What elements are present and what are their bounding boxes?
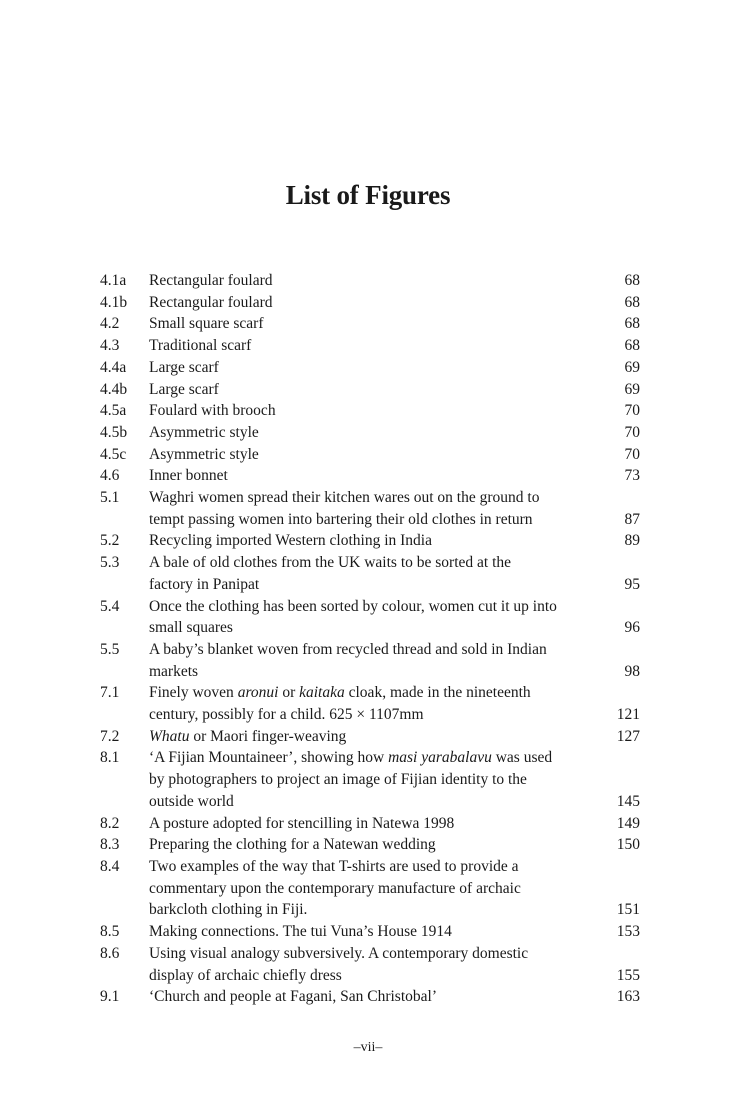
caption-text: Finely woven xyxy=(149,684,238,702)
page-number: 95 xyxy=(624,575,640,593)
figure-entry xyxy=(100,834,640,856)
figure-number: 5.4 xyxy=(100,597,120,615)
page-number: 145 xyxy=(616,792,640,810)
caption-line xyxy=(149,943,594,965)
page-number: 121 xyxy=(616,706,640,724)
caption-line xyxy=(149,596,594,618)
figure-number: 8.5 xyxy=(100,923,120,941)
page-number: 151 xyxy=(616,901,640,919)
figure-entry xyxy=(100,530,640,552)
caption-line xyxy=(149,617,594,639)
figure-caption xyxy=(149,335,594,357)
caption-text: cloak, made in the nineteenth xyxy=(344,684,531,702)
caption-line xyxy=(149,335,594,357)
page-title: List of Figures xyxy=(285,180,451,210)
figure-entry xyxy=(100,292,640,314)
caption-line xyxy=(149,270,594,292)
caption-italic-text: masi yarabalavu xyxy=(388,749,492,767)
caption-line xyxy=(149,292,594,314)
caption-text: was used xyxy=(491,749,553,767)
page-number: 70 xyxy=(624,402,640,420)
figure-entry xyxy=(100,856,640,921)
figure-entry xyxy=(100,465,640,487)
page-folio: –vii– xyxy=(353,1040,383,1055)
figure-entry xyxy=(100,596,640,639)
page-number: 68 xyxy=(624,315,640,333)
page-number: 89 xyxy=(624,532,640,550)
caption-line xyxy=(149,313,594,335)
figure-number: 4.1a xyxy=(100,272,127,289)
caption-text: markets xyxy=(149,662,199,680)
caption-text: ‘A Fijian Mountaineer’, showing how xyxy=(149,749,389,767)
figure-caption xyxy=(149,813,594,835)
figure-entry xyxy=(100,400,640,422)
caption-text: display of archaic chiefly dress xyxy=(149,966,342,984)
figure-entry xyxy=(100,986,640,1008)
caption-line xyxy=(149,726,594,748)
caption-line xyxy=(149,986,594,1008)
figure-entry xyxy=(100,921,640,943)
figure-number: 8.2 xyxy=(100,814,120,832)
figure-entry xyxy=(100,813,640,835)
figure-caption xyxy=(149,596,594,639)
caption-text: outside world xyxy=(149,792,234,810)
caption-text: by photographers to project an image of Fijian identity to the xyxy=(149,771,527,789)
caption-text: Rectangular foulard xyxy=(149,293,273,311)
figure-entry xyxy=(100,682,640,725)
figure-list xyxy=(100,270,640,1008)
caption-line xyxy=(149,400,594,422)
caption-line xyxy=(149,899,594,921)
figure-entry xyxy=(100,357,640,379)
figure-number: 4.3 xyxy=(100,337,120,355)
caption-line xyxy=(149,878,594,900)
page-number: 127 xyxy=(616,727,640,745)
figure-number: 4.4a xyxy=(100,358,127,376)
page-number: 98 xyxy=(624,662,640,680)
figure-entry xyxy=(100,444,640,466)
caption-text: A posture adopted for stencilling in Natewa 1998 xyxy=(149,814,455,832)
figure-number: 5.2 xyxy=(100,532,120,550)
caption-line xyxy=(149,465,594,487)
figure-caption xyxy=(149,747,594,812)
caption-italic-text: Whatu xyxy=(149,727,190,745)
figure-number: 8.4 xyxy=(100,857,120,875)
figure-caption xyxy=(149,834,594,856)
figure-entry xyxy=(100,422,640,444)
figure-number: 4.5c xyxy=(100,445,127,463)
page-number: 155 xyxy=(616,966,640,984)
caption-line xyxy=(149,661,594,683)
figure-caption xyxy=(149,379,594,401)
caption-text: Making connections. The tui Vuna’s House 1914 xyxy=(149,923,452,941)
caption-text: Rectangular foulard xyxy=(149,272,273,289)
page-number: 68 xyxy=(624,337,640,355)
caption-text: small squares xyxy=(149,619,233,637)
figure-number: 4.6 xyxy=(100,467,120,485)
figure-entry xyxy=(100,726,640,748)
caption-line xyxy=(149,921,594,943)
figure-caption xyxy=(149,921,594,943)
caption-text: A bale of old clothes from the UK waits to be sorted at the xyxy=(149,554,512,572)
caption-text: Waghri women spread their kitchen wares out on the ground to xyxy=(149,489,540,507)
caption-line xyxy=(149,834,594,856)
page-number: 149 xyxy=(616,814,640,832)
figure-entry xyxy=(100,487,640,530)
figure-number: 4.4b xyxy=(100,380,128,398)
caption-line xyxy=(149,444,594,466)
caption-text: Traditional scarf xyxy=(149,337,252,355)
figure-entry xyxy=(100,747,640,812)
page-number: 153 xyxy=(616,923,640,941)
page-number: 69 xyxy=(624,380,640,398)
caption-line xyxy=(149,704,594,726)
caption-text: Inner bonnet xyxy=(149,467,228,485)
figure-entry xyxy=(100,552,640,595)
figure-number: 5.3 xyxy=(100,554,120,572)
caption-text: Small square scarf xyxy=(149,315,264,333)
caption-line xyxy=(149,379,594,401)
figure-caption xyxy=(149,292,594,314)
caption-text: Preparing the clothing for a Natewan wedding xyxy=(149,836,436,854)
figure-caption xyxy=(149,530,594,552)
figure-number: 4.5a xyxy=(100,402,127,420)
page-number: 68 xyxy=(624,272,640,289)
figure-number: 4.1b xyxy=(100,293,128,311)
caption-line xyxy=(149,574,594,596)
figure-number: 7.2 xyxy=(100,727,120,745)
caption-text: tempt passing women into bartering their old clothes in return xyxy=(149,510,533,528)
figure-entry xyxy=(100,313,640,335)
caption-line xyxy=(149,682,594,704)
caption-text: barkcloth clothing in Fiji. xyxy=(149,901,308,919)
caption-text: century, possibly for a child. 625 × 1107mm xyxy=(149,706,424,724)
page-number: 87 xyxy=(624,510,640,528)
figure-caption xyxy=(149,422,594,444)
figure-caption xyxy=(149,357,594,379)
caption-line xyxy=(149,813,594,835)
figure-entry xyxy=(100,270,640,292)
figure-number: 8.6 xyxy=(100,944,120,962)
caption-text: or Maori finger-weaving xyxy=(189,727,347,745)
caption-line xyxy=(149,791,594,813)
caption-italic-text: kaitaka xyxy=(299,684,345,702)
figure-caption xyxy=(149,313,594,335)
caption-line xyxy=(149,639,594,661)
page-number: 69 xyxy=(624,358,640,376)
page-number: 68 xyxy=(624,293,640,311)
caption-line xyxy=(149,509,594,531)
figure-entry xyxy=(100,943,640,986)
caption-text: Large scarf xyxy=(149,358,219,376)
caption-text: Using visual analogy subversively. A contemporary domestic xyxy=(149,944,529,962)
figure-number: 5.1 xyxy=(100,489,120,507)
caption-text: Foulard with brooch xyxy=(149,402,276,420)
caption-line xyxy=(149,856,594,878)
caption-line xyxy=(149,357,594,379)
caption-text: Asymmetric style xyxy=(149,423,259,441)
figure-number: 8.3 xyxy=(100,836,120,854)
caption-line xyxy=(149,552,594,574)
caption-text: factory in Panipat xyxy=(149,575,260,593)
page-number: 150 xyxy=(616,836,640,854)
page-number: 96 xyxy=(624,619,640,637)
figure-number: 4.2 xyxy=(100,315,120,333)
caption-text: ‘Church and people at Fagani, San Christobal’ xyxy=(149,988,437,1006)
figure-number: 8.1 xyxy=(100,749,120,767)
caption-line xyxy=(149,422,594,444)
figure-caption xyxy=(149,726,594,748)
figure-caption xyxy=(149,986,594,1008)
caption-text: Large scarf xyxy=(149,380,219,398)
page-number: 163 xyxy=(616,988,640,1006)
figure-caption xyxy=(149,639,594,682)
caption-line xyxy=(149,965,594,987)
caption-text: Asymmetric style xyxy=(149,445,259,463)
figure-number: 9.1 xyxy=(100,988,120,1006)
figure-caption xyxy=(149,552,594,595)
figure-entry xyxy=(100,379,640,401)
figure-entry xyxy=(100,639,640,682)
figure-caption xyxy=(149,943,594,986)
figure-entry xyxy=(100,335,640,357)
page-number: 70 xyxy=(624,445,640,463)
figure-caption xyxy=(149,270,594,292)
figure-caption xyxy=(149,487,594,530)
figure-caption xyxy=(149,444,594,466)
figure-caption xyxy=(149,465,594,487)
figure-caption xyxy=(149,856,594,921)
figure-caption xyxy=(149,682,594,725)
figure-caption xyxy=(149,400,594,422)
caption-line xyxy=(149,747,594,769)
caption-text: Two examples of the way that T-shirts are used to provide a xyxy=(149,857,519,875)
figure-number: 5.5 xyxy=(100,640,120,658)
page-number: 70 xyxy=(624,423,640,441)
page-number: 73 xyxy=(624,467,640,485)
caption-text: A baby’s blanket woven from recycled thread and sold in Indian xyxy=(149,640,547,658)
caption-line xyxy=(149,769,594,791)
caption-italic-text: aronui xyxy=(237,684,279,702)
figure-number: 4.5b xyxy=(100,423,128,441)
caption-text: or xyxy=(278,684,300,702)
caption-line xyxy=(149,530,594,552)
caption-line xyxy=(149,487,594,509)
caption-text: commentary upon the contemporary manufacture of archaic xyxy=(149,879,521,897)
figure-number: 7.1 xyxy=(100,684,120,702)
caption-text: Once the clothing has been sorted by colour, women cut it up into xyxy=(149,597,557,615)
caption-text: Recycling imported Western clothing in India xyxy=(149,532,432,550)
